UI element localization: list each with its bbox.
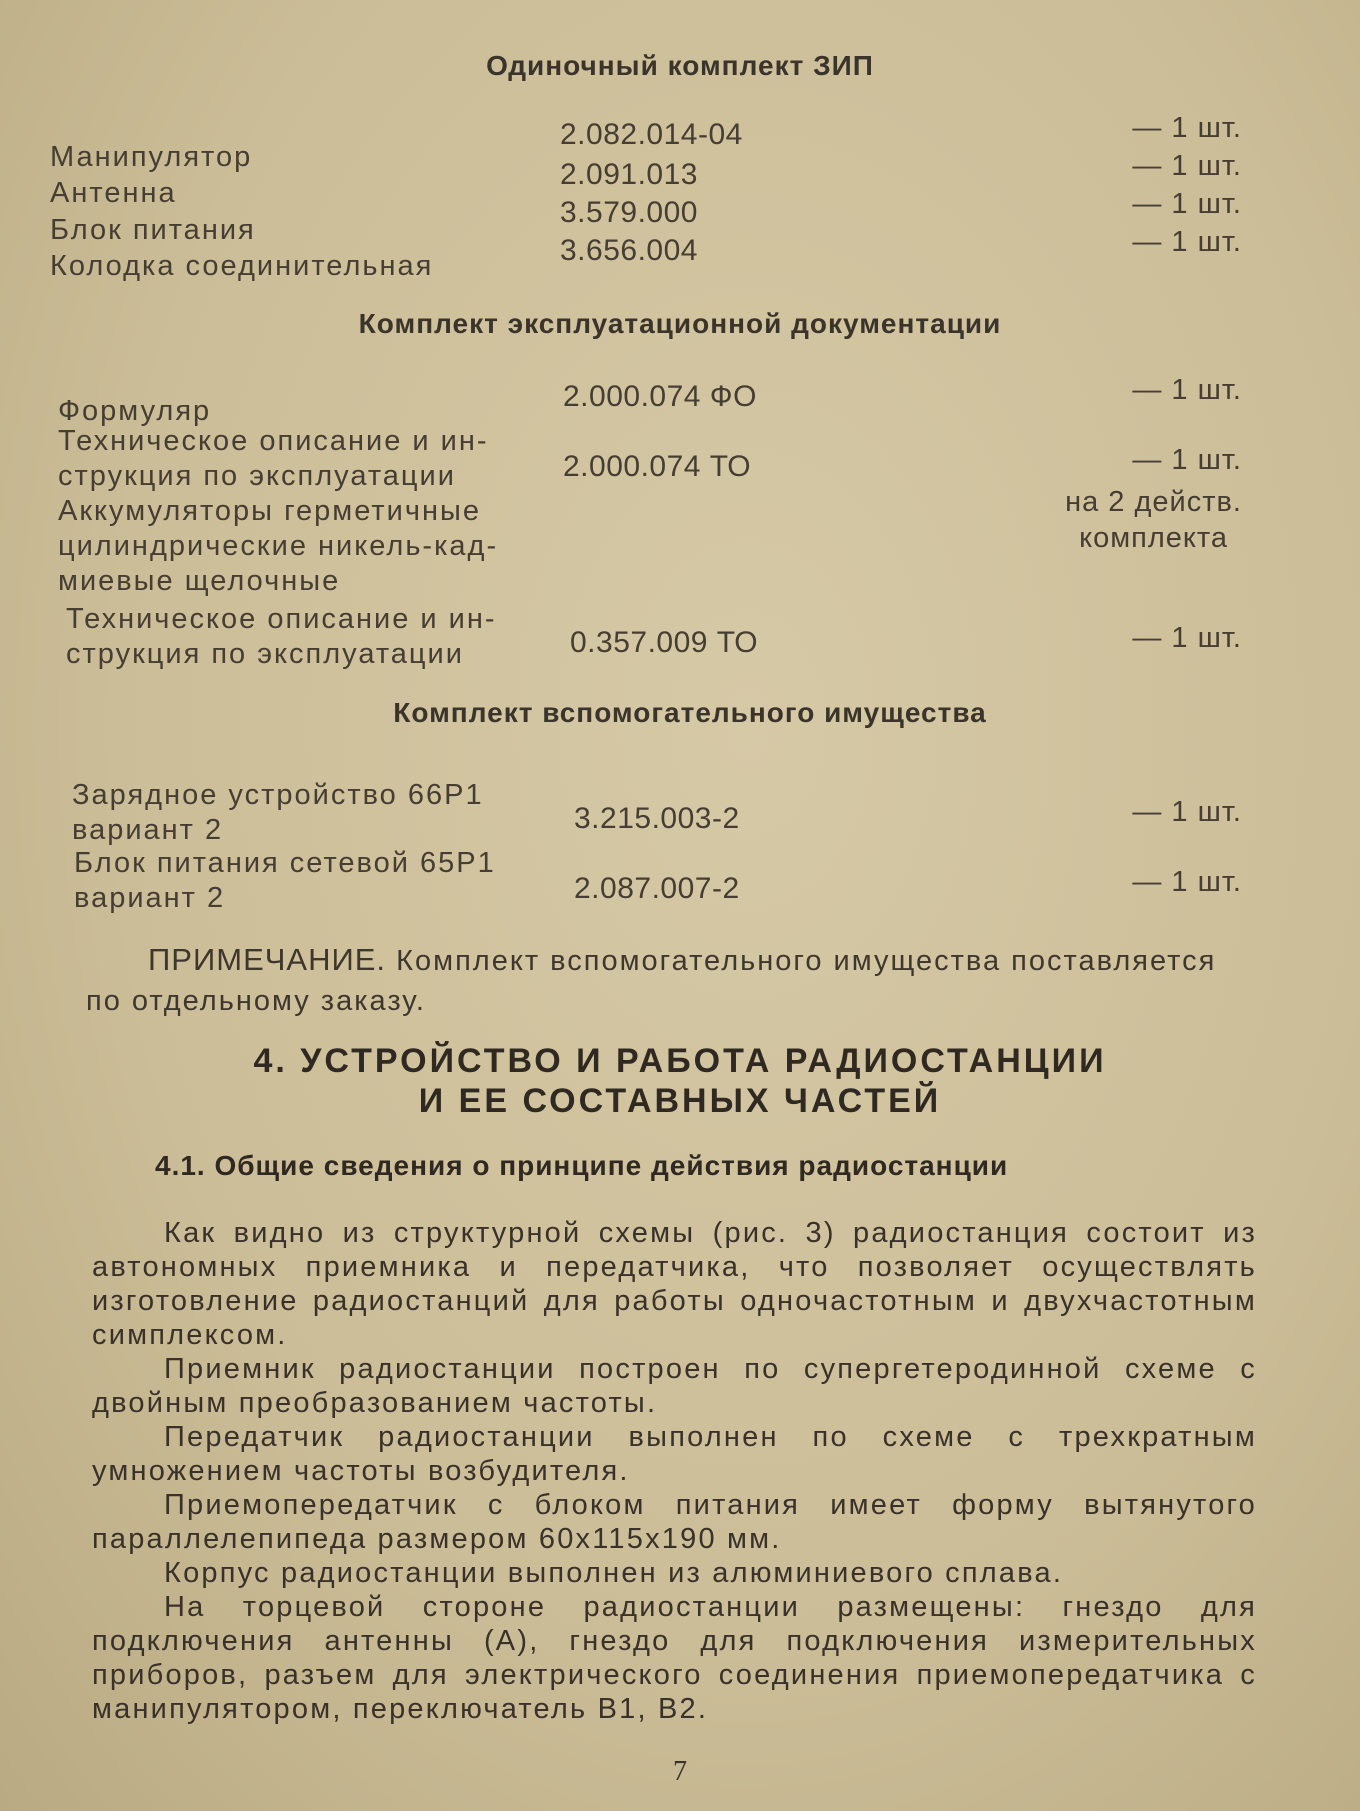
aux-kit-title: Комплект вспомогательного имущества bbox=[393, 697, 987, 728]
item-qty: — 1 шт. bbox=[1132, 796, 1242, 828]
paragraph: Приемник радиостанции построен по супергетеродинной схеме с двойным преобразованием частоты. bbox=[92, 1353, 1257, 1419]
aux-item-charger bbox=[0, 778, 1360, 846]
paragraph: Корпус радиостанции выполнен из алюминиевого сплава. bbox=[164, 1557, 1064, 1589]
doc-kit-title: Комплект эксплуатационной документации bbox=[358, 308, 1002, 339]
paragraph: Как видно из структурной схемы (рис. 3) радиостанция состоит из автономных приемника и передатчика, что позволяет осуществлять изготовление радиостанций для работы одночастотным и двухчастотным симплексом. bbox=[92, 1217, 1257, 1351]
item-code: 3.656.004 bbox=[560, 234, 698, 267]
zip-kit-title: Одиночный комплект ЗИП bbox=[486, 50, 874, 81]
doc-item-formular bbox=[0, 374, 1360, 427]
note-paragraph bbox=[86, 940, 1262, 1021]
note-text: Комплект вспомогательного имущества поставляется по отдельному заказу. bbox=[86, 945, 1217, 1017]
section-title-line-1: 4. УСТРОЙСТВО И РАБОТА РАДИОСТАНЦИИ bbox=[253, 1042, 1107, 1080]
item-code: 2.091.013 bbox=[560, 158, 698, 191]
item-name: Антенна bbox=[50, 177, 177, 209]
item-name: Колодка соединительная bbox=[50, 250, 434, 282]
item-code: 2.000.074 ФО bbox=[563, 380, 757, 413]
body-text bbox=[92, 1216, 1257, 1726]
item-code: 0.357.009 ТО bbox=[570, 626, 759, 659]
item-qty: — 1 шт. bbox=[1132, 374, 1242, 406]
doc-item-tech-description-1 bbox=[0, 424, 1360, 492]
item-code: 2.082.014-04 bbox=[560, 118, 743, 151]
item-qty: — 1 шт. bbox=[1132, 226, 1242, 258]
item-name: Блок питания bbox=[50, 214, 256, 246]
item-name: Манипулятор bbox=[50, 141, 253, 173]
item-code: 3.215.003-2 bbox=[574, 802, 740, 835]
doc-item-tech-description-2 bbox=[0, 602, 1360, 670]
item-name: Блок питания сетевой 65Р1 вариант 2 bbox=[74, 847, 496, 914]
subsection-title: 4.1. Общие сведения о принципе действия радиостанции bbox=[155, 1150, 1009, 1181]
paragraph: Приемопередатчик с блоком питания имеет форму вытянутого параллелепипеда размером 60x115x190 мм. bbox=[92, 1489, 1257, 1555]
note-label: ПРИМЕЧАНИЕ. bbox=[148, 942, 387, 977]
item-name: Формуляр bbox=[58, 395, 212, 427]
paragraph: Передатчик радиостанции выполнен по схеме с трехкратным умножением частоты возбудителя. bbox=[92, 1421, 1257, 1487]
item-name: Зарядное устройство 66Р1 вариант 2 bbox=[72, 779, 484, 846]
aux-item-mains-power bbox=[0, 846, 1360, 914]
item-qty: — 1 шт. bbox=[1132, 444, 1242, 476]
item-name: Техническое описание и ин- струкция по эксплуатации bbox=[58, 425, 489, 492]
item-qty: — 1 шт. bbox=[1132, 622, 1242, 654]
item-qty: — 1 шт. bbox=[1132, 112, 1242, 144]
section-title-line-2: И ЕЕ СОСТАВНЫХ ЧАСТЕЙ bbox=[418, 1082, 942, 1120]
doc-item-batteries bbox=[0, 486, 1360, 597]
page-number: 7 bbox=[673, 1756, 687, 1787]
item-code: 2.087.007-2 bbox=[574, 872, 740, 905]
item-name: Техническое описание и ин- струкция по эксплуатации bbox=[66, 603, 497, 670]
item-name: Аккумуляторы герметичные цилиндрические никель-кад- миевые щелочные bbox=[58, 495, 499, 597]
item-qty: — 1 шт. bbox=[1132, 150, 1242, 182]
item-code: 2.000.074 ТО bbox=[563, 450, 752, 483]
item-qty: на 2 действ. комплекта bbox=[1065, 486, 1242, 554]
item-qty: — 1 шт. bbox=[1132, 866, 1242, 898]
item-code: 3.579.000 bbox=[560, 196, 698, 229]
item-qty: — 1 шт. bbox=[1132, 188, 1242, 220]
paragraph: На торцевой стороне радиостанции размещены: гнездо для подключения антенны (А), гнездо для подключения измерительных приборов, разъем для электрического соединения приемопередатчика с манипулятором, переключатель В1, В2. bbox=[92, 1591, 1257, 1725]
